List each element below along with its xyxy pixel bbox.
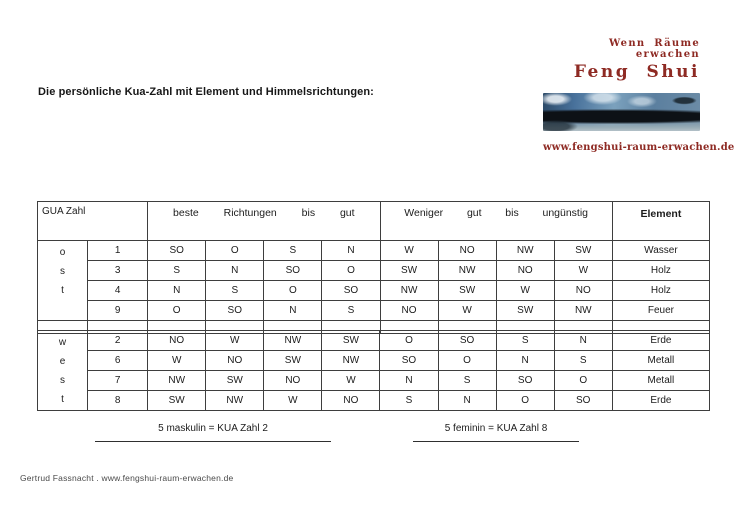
- cell-kua-number: 8: [88, 391, 148, 411]
- header-element: Element: [612, 202, 709, 241]
- cell-weak: N: [554, 331, 612, 351]
- cell-weak: SO: [554, 391, 612, 411]
- cell-best: W: [148, 351, 206, 371]
- header-word: ungünstig: [542, 207, 589, 219]
- cell-best: NO: [206, 351, 264, 371]
- cell-best: SO: [322, 281, 380, 301]
- cell-kua-number: 4: [88, 281, 148, 301]
- cell-best: S: [206, 281, 264, 301]
- cell-element: Holz: [612, 261, 709, 281]
- header-word: Richtungen: [223, 207, 277, 219]
- header-word: gut: [339, 207, 355, 219]
- cell-best: SW: [206, 371, 264, 391]
- side-letter: t: [61, 284, 64, 296]
- kua-row-7: [38, 371, 710, 391]
- cell-element: Erde: [612, 391, 709, 411]
- cell-best: O: [148, 301, 206, 321]
- cell-weak: O: [554, 371, 612, 391]
- cell-best: O: [264, 281, 322, 301]
- cell-weak: NW: [496, 241, 554, 261]
- cell-best: SW: [148, 391, 206, 411]
- cell-weak: NW: [554, 301, 612, 321]
- header-word: bis: [505, 207, 519, 219]
- table-header-row: [38, 202, 710, 241]
- group-west-label: [38, 331, 88, 411]
- side-letter: e: [59, 355, 66, 367]
- cell-best: N: [206, 261, 264, 281]
- cell-kua-number: 7: [88, 371, 148, 391]
- cell-best: NO: [148, 331, 206, 351]
- cell-element: Erde: [612, 331, 709, 351]
- side-letter: s: [60, 265, 66, 277]
- kua-row-8: [38, 391, 710, 411]
- cell-element: Holz: [612, 281, 709, 301]
- header-best-directions: [148, 202, 380, 241]
- cell-element: Metall: [612, 351, 709, 371]
- cell-weak: NO: [554, 281, 612, 301]
- cell-weak: W: [438, 301, 496, 321]
- cell-best: N: [322, 241, 380, 261]
- kua-row-9: [38, 301, 710, 321]
- side-letter: w: [58, 336, 67, 348]
- page-title: Die persönliche Kua-Zahl mit Element und Himmelsrichtungen:: [38, 86, 374, 98]
- header-word: Weniger: [404, 207, 444, 219]
- cell-weak: S: [438, 371, 496, 391]
- cell-weak: NO: [438, 241, 496, 261]
- cell-weak: W: [496, 281, 554, 301]
- kua-table-east: [37, 201, 710, 334]
- cell-weak: NW: [438, 261, 496, 281]
- kua-row-3: [38, 261, 710, 281]
- cell-weak: S: [554, 351, 612, 371]
- side-letter: [38, 300, 87, 319]
- cell-weak: W: [554, 261, 612, 281]
- cell-best: SW: [264, 351, 322, 371]
- cell-best: S: [148, 261, 206, 281]
- cell-best: S: [322, 301, 380, 321]
- cell-weak: SO: [496, 371, 554, 391]
- cell-weak: SW: [380, 261, 438, 281]
- cell-best: NW: [264, 331, 322, 351]
- cell-best: W: [322, 371, 380, 391]
- group-east-label: [38, 241, 88, 321]
- cell-weak: O: [380, 331, 438, 351]
- cell-weak: SO: [438, 331, 496, 351]
- cell-weak: S: [496, 331, 554, 351]
- cell-weak: NO: [496, 261, 554, 281]
- cell-weak: NO: [380, 301, 438, 321]
- cell-best: SO: [206, 301, 264, 321]
- kua-row-2: [38, 331, 710, 351]
- cell-weak: SW: [496, 301, 554, 321]
- cell-element: Metall: [612, 371, 709, 391]
- header-weak-directions: [380, 202, 612, 241]
- cell-best: O: [206, 241, 264, 261]
- kua-table-west: [37, 330, 710, 411]
- cell-weak: O: [438, 351, 496, 371]
- cell-best: O: [322, 261, 380, 281]
- header-word: beste: [173, 207, 199, 219]
- side-letter: s: [60, 374, 66, 386]
- cell-weak: SW: [554, 241, 612, 261]
- header-gua-zahl: GUA Zahl: [38, 202, 148, 241]
- note-feminin: 5 feminin = KUA Zahl 8: [413, 423, 579, 442]
- page-footer: Gertrud Fassnacht . www.fengshui-raum-erwachen.de: [20, 473, 234, 483]
- cell-best: N: [148, 281, 206, 301]
- cell-best: NW: [322, 351, 380, 371]
- cell-weak: N: [380, 371, 438, 391]
- kua-row-4: [38, 281, 710, 301]
- cell-weak: S: [380, 391, 438, 411]
- header-word: bis: [301, 207, 316, 219]
- cell-weak: SO: [380, 351, 438, 371]
- cell-weak: SW: [438, 281, 496, 301]
- cell-weak: O: [496, 391, 554, 411]
- logo-block: [543, 38, 735, 153]
- kua-row-6: [38, 351, 710, 371]
- cell-weak: N: [496, 351, 554, 371]
- cell-best: NW: [148, 371, 206, 391]
- cell-best: W: [206, 331, 264, 351]
- cell-best: N: [264, 301, 322, 321]
- side-letter: t: [61, 393, 64, 405]
- cell-kua-number: 3: [88, 261, 148, 281]
- cell-best: NO: [322, 391, 380, 411]
- cell-weak: N: [438, 391, 496, 411]
- cell-kua-number: 9: [88, 301, 148, 321]
- water-wave-photo: [543, 93, 700, 131]
- logo-brand: Feng Shui: [573, 62, 700, 82]
- logo-tagline: Wenn Räume erwachen: [608, 38, 700, 60]
- cell-best: SW: [322, 331, 380, 351]
- side-letter: o: [59, 246, 66, 258]
- cell-element: Feuer: [612, 301, 709, 321]
- cell-kua-number: 6: [88, 351, 148, 371]
- kua-row-1: [38, 241, 710, 261]
- cell-weak: W: [380, 241, 438, 261]
- header-word: gut: [466, 207, 482, 219]
- cell-best: SO: [264, 261, 322, 281]
- cell-best: S: [264, 241, 322, 261]
- cell-best: W: [264, 391, 322, 411]
- note-maskulin: 5 maskulin = KUA Zahl 2: [95, 423, 331, 442]
- cell-best: NW: [206, 391, 264, 411]
- cell-kua-number: 2: [88, 331, 148, 351]
- cell-best: NO: [264, 371, 322, 391]
- cell-element: Wasser: [612, 241, 709, 261]
- cell-kua-number: 1: [88, 241, 148, 261]
- cell-best: SO: [148, 241, 206, 261]
- cell-weak: NW: [380, 281, 438, 301]
- logo-url: www.fengshui-raum-erwachen.de: [543, 142, 735, 153]
